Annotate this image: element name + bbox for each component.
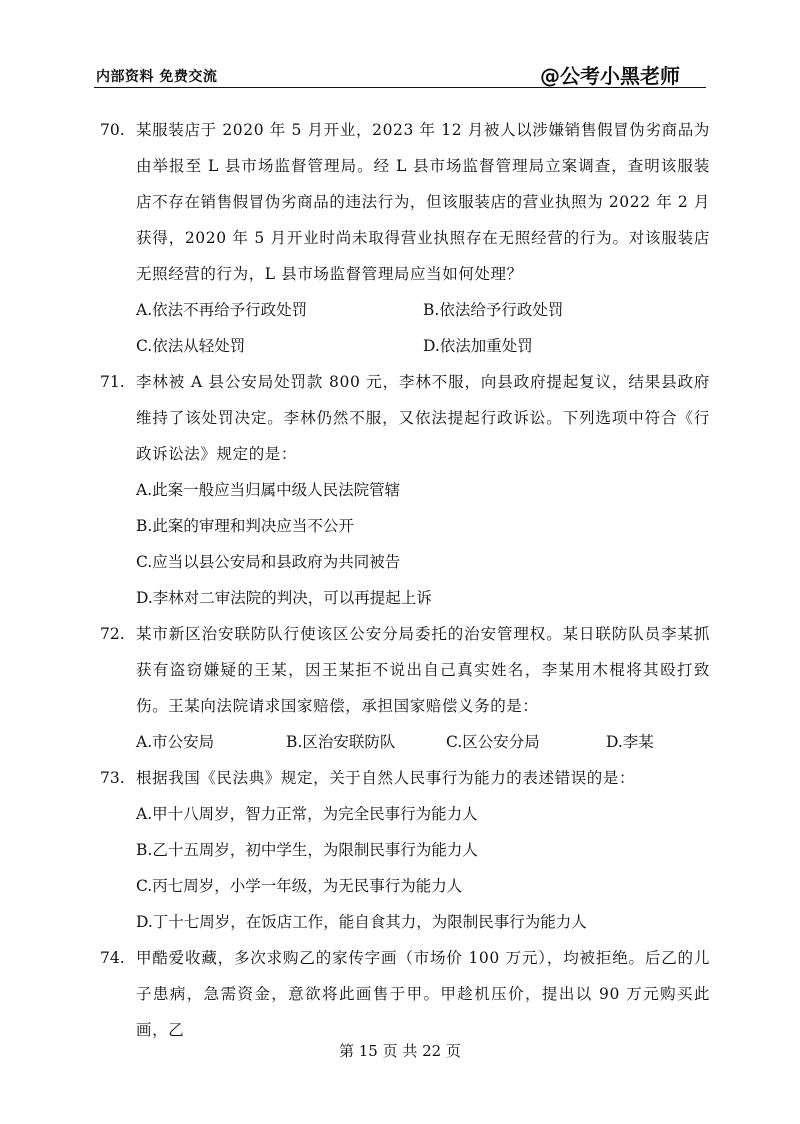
question-stem: 某服装店于 2020 年 5 月开业，2023 年 12 月被人以涉嫌销售假冒伪劣商品为由举报至 L 县市场监督管理局。经 L 县市场监督管理局立案调查，查明该服装店不存在销售假冒伪劣商品的违法行为，但该服装店的营业执照为 2022 年 2 月获得，2020 年 5 月开业时尚未取得营业执照存在无照经营的行为。对该服装店无照经营的行为，L 县市场监督管理局应当如何处理？ bbox=[136, 121, 710, 283]
option-c: C.区公安分局 bbox=[446, 733, 540, 751]
question-list bbox=[100, 112, 710, 1048]
option-a: A.市公安局 bbox=[136, 733, 215, 751]
option-c: C.丙七周岁，小学一年级，为无民事行为能力人 bbox=[136, 877, 463, 895]
question-72 bbox=[100, 616, 710, 760]
header-divider bbox=[94, 87, 706, 88]
question-73 bbox=[100, 760, 710, 940]
question-number: 74. bbox=[100, 949, 125, 967]
question-71 bbox=[100, 364, 710, 616]
option-a: A.此案一般应当归属中级人民法院管辖 bbox=[136, 481, 401, 499]
option-b: B.乙十五周岁，初中学生，为限制民事行为能力人 bbox=[136, 841, 478, 859]
question-stem: 某市新区治安联防队行使该区公安分局委托的治安管理权。某日联防队员李某抓获有盗窃嫌疑的王某，因王某拒不说出自己真实姓名，李某用木棍将其殴打致伤。王某向法院请求国家赔偿，承担国家赔偿义务的是： bbox=[136, 625, 710, 715]
option-c: C.依法从轻处罚 bbox=[136, 337, 246, 355]
question-stem: 李林被 A 县公安局处罚款 800 元，李林不服，向县政府提起复议，结果县政府维持了该处罚决定。李林仍然不服，又依法提起行政诉讼。下列选项中符合《行政诉讼法》规定的是： bbox=[136, 373, 710, 463]
option-d: D.丁十七周岁，在饭店工作，能自食其力，为限制民事行为能力人 bbox=[136, 913, 587, 931]
option-b: B.区治安联防队 bbox=[286, 733, 396, 751]
option-a: A.依法不再给予行政处罚 bbox=[136, 301, 308, 319]
question-number: 73. bbox=[100, 769, 125, 787]
question-70 bbox=[100, 112, 710, 364]
header-watermark-author: @公考小黑老师 bbox=[540, 64, 680, 88]
option-d: D.李林对二审法院的判决，可以再提起上诉 bbox=[136, 589, 432, 607]
question-74 bbox=[100, 940, 710, 1048]
question-number: 70. bbox=[100, 121, 125, 139]
question-stem: 根据我国《民法典》规定，关于自然人民事行为能力的表述错误的是： bbox=[136, 769, 636, 787]
option-b: B.此案的审理和判决应当不公开 bbox=[136, 517, 354, 535]
option-d: D.依法加重处罚 bbox=[423, 337, 533, 355]
option-b: B.依法给予行政处罚 bbox=[423, 301, 564, 319]
option-a: A.甲十八周岁，智力正常，为完全民事行为能力人 bbox=[136, 805, 478, 823]
question-stem: 甲酷爱收藏，多次求购乙的家传字画（市场价 100 万元），均被拒绝。后乙的儿子患病，急需资金，意欲将此画售于甲。甲趁机压价，提出以 90 万元购买此画，乙 bbox=[136, 949, 710, 1039]
page-number-footer: 第 15 页 共 22 页 bbox=[338, 1042, 461, 1060]
question-number: 71. bbox=[100, 373, 125, 391]
header-left-text: 内部资料 免费交流 bbox=[96, 69, 218, 85]
option-c: C.应当以县公安局和县政府为共同被告 bbox=[136, 553, 401, 571]
option-d: D.李某 bbox=[606, 733, 654, 751]
question-number: 72. bbox=[100, 625, 125, 643]
